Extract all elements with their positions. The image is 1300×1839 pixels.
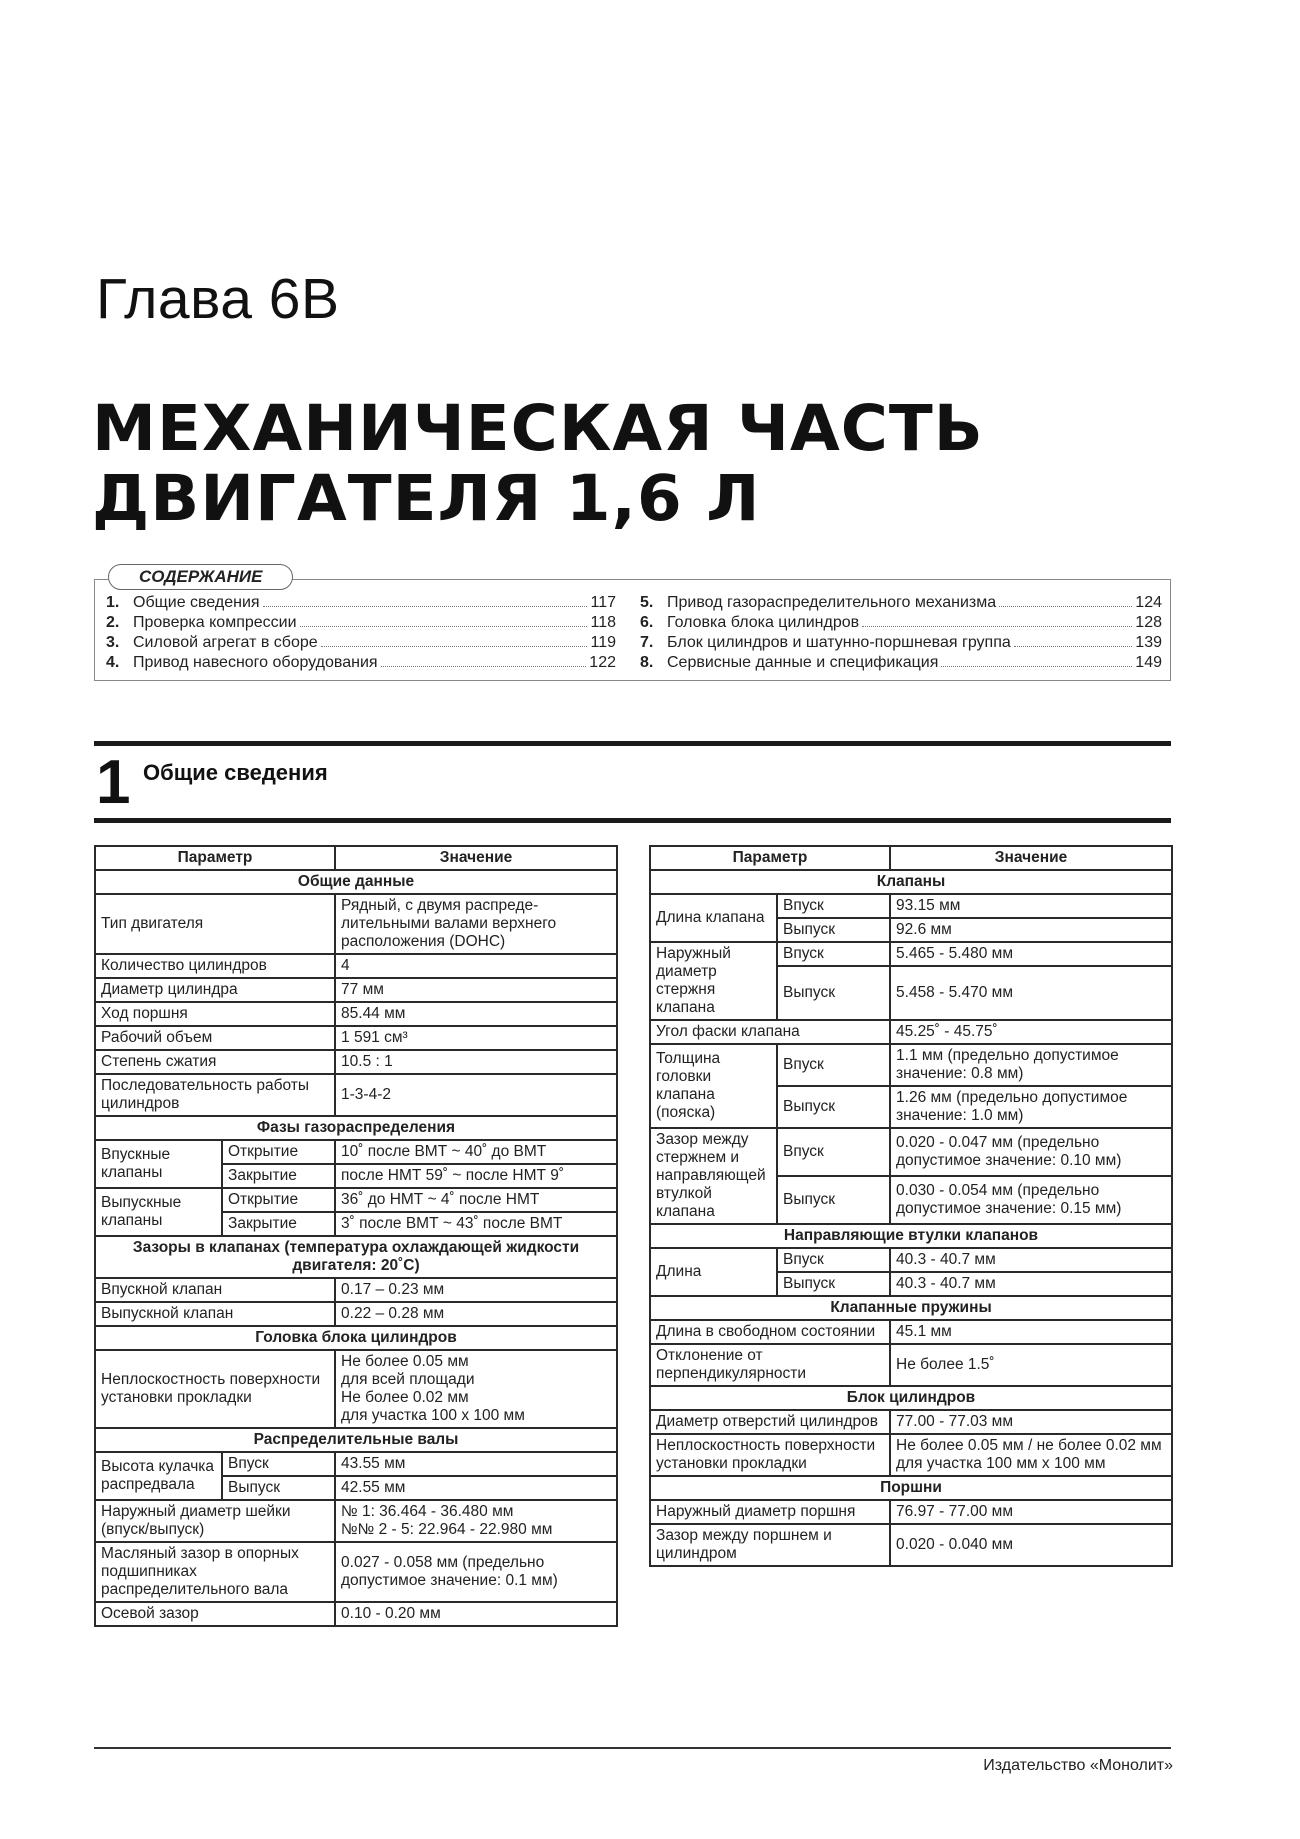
param-squareness: Отклонение от перпендикулярности — [650, 1344, 890, 1386]
group-timing: Фазы газораспределения — [95, 1116, 617, 1140]
value-block-flatness: Не более 0.05 мм / не более 0.02 мм для участка 100 мм х 100 мм — [890, 1434, 1172, 1476]
value-stem-intake: 5.465 - 5.480 мм — [890, 942, 1172, 966]
table-row — [95, 954, 617, 978]
table-row — [95, 1452, 617, 1476]
table-row — [95, 1140, 617, 1164]
table-row — [95, 1302, 617, 1326]
table-row — [650, 1248, 1172, 1272]
sub-closing: Закрытие — [222, 1164, 335, 1188]
sub-intake: Впуск — [222, 1452, 335, 1476]
sub-exhaust: Выпуск — [777, 918, 890, 942]
table-row — [650, 1410, 1172, 1434]
chapter-title-line-1: МЕХАНИЧЕСКАЯ ЧАСТЬ — [92, 392, 984, 465]
toc-item[interactable]: 3. Силовой агрегат в сборе 119 — [106, 634, 616, 651]
table-row — [95, 1350, 617, 1428]
header-value: Значение — [890, 846, 1172, 870]
sub-intake: Впуск — [777, 942, 890, 966]
value-stem-cl-intake: 0.020 - 0.047 мм (предельно допустимое значение: 0.10 мм) — [890, 1128, 1172, 1176]
param-intake-valves: Впускные клапаны — [95, 1140, 222, 1188]
toc-item[interactable]: 8. Сервисные данные и спецификация 149 — [640, 654, 1162, 671]
value-end-play: 0.10 - 0.20 мм — [335, 1602, 617, 1626]
sub-intake: Впуск — [777, 1044, 890, 1086]
value-bore: 77 мм — [335, 978, 617, 1002]
param-engine-type: Тип двигателя — [95, 894, 335, 954]
section-title: Общие сведения — [143, 760, 328, 785]
toc-item[interactable]: 6. Головка блока цилиндров 128 — [640, 614, 1162, 631]
table-row — [650, 942, 1172, 966]
value-cam-exhaust: 42.55 мм — [335, 1476, 617, 1500]
param-exhaust-valve: Выпускной клапан — [95, 1302, 335, 1326]
table-of-contents — [94, 567, 1171, 681]
group-block: Блок цилиндров — [650, 1386, 1172, 1410]
header-param: Параметр — [95, 846, 335, 870]
footer-rule — [94, 1747, 1171, 1749]
sub-intake: Впуск — [777, 1128, 890, 1176]
group-head: Головка блока цилиндров — [95, 1326, 617, 1350]
table-row — [650, 1128, 1172, 1176]
value-length-exhaust: 92.6 мм — [890, 918, 1172, 942]
value-journal-od: № 1: 36.464 - 36.480 мм №№ 2 - 5: 22.964 - 22.980 мм — [335, 1500, 617, 1542]
publisher: Издательство «Монолит» — [983, 1757, 1173, 1774]
table-row — [95, 1074, 617, 1116]
param-end-play: Осевой зазор — [95, 1602, 335, 1626]
table-header-row — [650, 846, 1172, 870]
param-face-angle: Угол фаски клапана — [650, 1020, 890, 1044]
value-exhaust-closing: 3˚ после ВМТ ~ 43˚ после ВМТ — [335, 1212, 617, 1236]
table-row — [95, 1002, 617, 1026]
value-margin-intake: 1.1 мм (предельно допустимое значение: 0.8 мм) — [890, 1044, 1172, 1086]
sub-intake: Впуск — [777, 1248, 890, 1272]
value-face-angle: 45.25˚ - 45.75˚ — [890, 1020, 1172, 1044]
group-springs: Клапанные пружины — [650, 1296, 1172, 1320]
param-stroke: Ход поршня — [95, 1002, 335, 1026]
table-row — [95, 1500, 617, 1542]
param-cam-height: Высота кулачка распредвала — [95, 1452, 222, 1500]
value-cyl-count: 4 — [335, 954, 617, 978]
table-row — [95, 1026, 617, 1050]
param-exhaust-valves: Выпускные клапаны — [95, 1188, 222, 1236]
group-guides: Направляющие втулки клапанов — [650, 1224, 1172, 1248]
value-piston-clearance: 0.020 - 0.040 мм — [890, 1524, 1172, 1566]
param-cyl-bore: Диаметр отверстий цилиндров — [650, 1410, 890, 1434]
chapter-title-line-2: ДВИГАТЕЛЯ 1,6 Л — [92, 462, 761, 535]
sub-exhaust: Выпуск — [222, 1476, 335, 1500]
group-camshafts: Распределительные валы — [95, 1428, 617, 1452]
toc-label: СОДЕРЖАНИЕ — [108, 564, 293, 590]
table-row — [95, 978, 617, 1002]
value-firing-order: 1-3-4-2 — [335, 1074, 617, 1116]
param-oil-clearance: Масляный зазор в опорных подшипниках распределительного вала — [95, 1542, 335, 1602]
value-engine-type: Рядный, с двумя распреде-лительными валами верхнего расположения (DOHC) — [335, 894, 617, 954]
table-row — [650, 1020, 1172, 1044]
param-flatness: Неплоскостность поверхности установки прокладки — [95, 1350, 335, 1428]
toc-item[interactable]: 1. Общие сведения 117 — [106, 594, 616, 611]
param-bore: Диаметр цилиндра — [95, 978, 335, 1002]
value-free-length: 45.1 мм — [890, 1320, 1172, 1344]
group-general: Общие данные — [95, 870, 617, 894]
param-intake-valve: Впускной клапан — [95, 1278, 335, 1302]
table-row — [95, 1542, 617, 1602]
table-row — [650, 1320, 1172, 1344]
table-row — [650, 1344, 1172, 1386]
table-row — [95, 1188, 617, 1212]
param-block-flatness: Неплоскостность поверхности установки прокладки — [650, 1434, 890, 1476]
sub-opening: Открытие — [222, 1188, 335, 1212]
toc-item[interactable]: 5. Привод газораспределительного механизма 124 — [640, 594, 1162, 611]
group-clearance: Зазоры в клапанах (температура охлаждающей жидкости двигателя: 20˚С) — [95, 1236, 617, 1278]
param-piston-clearance: Зазор между поршнем и цилиндром — [650, 1524, 890, 1566]
sub-exhaust: Выпуск — [777, 1272, 890, 1296]
header-param: Параметр — [650, 846, 890, 870]
chapter-number: Глава 6В — [96, 267, 340, 331]
table-header-row — [95, 846, 617, 870]
spec-table-left — [94, 845, 618, 1627]
param-free-length: Длина в свободном состоянии — [650, 1320, 890, 1344]
param-cyl-count: Количество цилиндров — [95, 954, 335, 978]
toc-item[interactable]: 7. Блок цилиндров и шатунно-поршневая группа 139 — [640, 634, 1162, 651]
table-row — [650, 1524, 1172, 1566]
param-displacement: Рабочий объем — [95, 1026, 335, 1050]
value-squareness: Не более 1.5˚ — [890, 1344, 1172, 1386]
section-rule-bottom — [94, 818, 1171, 823]
sub-intake: Впуск — [777, 894, 890, 918]
header-value: Значение — [335, 846, 617, 870]
group-valves: Клапаны — [650, 870, 1172, 894]
param-compression: Степень сжатия — [95, 1050, 335, 1074]
table-row — [650, 1044, 1172, 1086]
value-exhaust-opening: 36˚ до НМТ ~ 4˚ после НМТ — [335, 1188, 617, 1212]
param-valve-length: Длина клапана — [650, 894, 777, 942]
value-oil-clearance: 0.027 - 0.058 мм (предельно допустимое значение: 0.1 мм) — [335, 1542, 617, 1602]
sub-opening: Открытие — [222, 1140, 335, 1164]
toc-item[interactable]: 2. Проверка компрессии 118 — [106, 614, 616, 631]
param-guide-length: Длина — [650, 1248, 777, 1296]
value-compression: 10.5 : 1 — [335, 1050, 617, 1074]
value-intake-valve: 0.17 – 0.23 мм — [335, 1278, 617, 1302]
value-cyl-bore: 77.00 - 77.03 мм — [890, 1410, 1172, 1434]
table-row — [650, 1434, 1172, 1476]
value-piston-od: 76.97 - 77.00 мм — [890, 1500, 1172, 1524]
section-rule-top — [94, 741, 1171, 746]
value-length-intake: 93.15 мм — [890, 894, 1172, 918]
value-intake-opening: 10˚ после ВМТ ~ 40˚ до ВМТ — [335, 1140, 617, 1164]
toc-item[interactable]: 4. Привод навесного оборудования 122 — [106, 654, 616, 671]
table-row — [95, 1602, 617, 1626]
value-guide-intake: 40.3 - 40.7 мм — [890, 1248, 1172, 1272]
sub-exhaust: Выпуск — [777, 1086, 890, 1128]
value-cam-intake: 43.55 мм — [335, 1452, 617, 1476]
value-margin-exhaust: 1.26 мм (предельно допустимое значение: 1.0 мм) — [890, 1086, 1172, 1128]
value-exhaust-valve: 0.22 – 0.28 мм — [335, 1302, 617, 1326]
value-stem-cl-exhaust: 0.030 - 0.054 мм (предельно допустимое значение: 0.15 мм) — [890, 1176, 1172, 1224]
sub-exhaust: Выпуск — [777, 1176, 890, 1224]
value-stem-exhaust: 5.458 - 5.470 мм — [890, 966, 1172, 1020]
table-row — [650, 1500, 1172, 1524]
param-margin: Толщина головки клапана (пояска) — [650, 1044, 777, 1128]
sub-closing: Закрытие — [222, 1212, 335, 1236]
value-flatness: Не более 0.05 мм для всей площади Не более 0.02 мм для участка 100 х 100 мм — [335, 1350, 617, 1428]
group-pistons: Поршни — [650, 1476, 1172, 1500]
param-stem-od: Наружный диаметр стержня клапана — [650, 942, 777, 1020]
spec-table-right — [649, 845, 1173, 1567]
param-journal-od: Наружный диаметр шейки (впуск/выпуск) — [95, 1500, 335, 1542]
value-guide-exhaust: 40.3 - 40.7 мм — [890, 1272, 1172, 1296]
table-row — [95, 894, 617, 954]
value-displacement: 1 591 см³ — [335, 1026, 617, 1050]
table-row — [650, 894, 1172, 918]
table-row — [95, 1050, 617, 1074]
value-intake-closing: после НМТ 59˚ ~ после НМТ 9˚ — [335, 1164, 617, 1188]
table-row — [95, 1278, 617, 1302]
value-stroke: 85.44 мм — [335, 1002, 617, 1026]
section-number: 1 — [96, 748, 131, 817]
param-piston-od: Наружный диаметр поршня — [650, 1500, 890, 1524]
param-firing-order: Последовательность работы цилиндров — [95, 1074, 335, 1116]
param-stem-clearance: Зазор между стержнем и направляющей втулкой клапана — [650, 1128, 777, 1224]
sub-exhaust: Выпуск — [777, 966, 890, 1020]
